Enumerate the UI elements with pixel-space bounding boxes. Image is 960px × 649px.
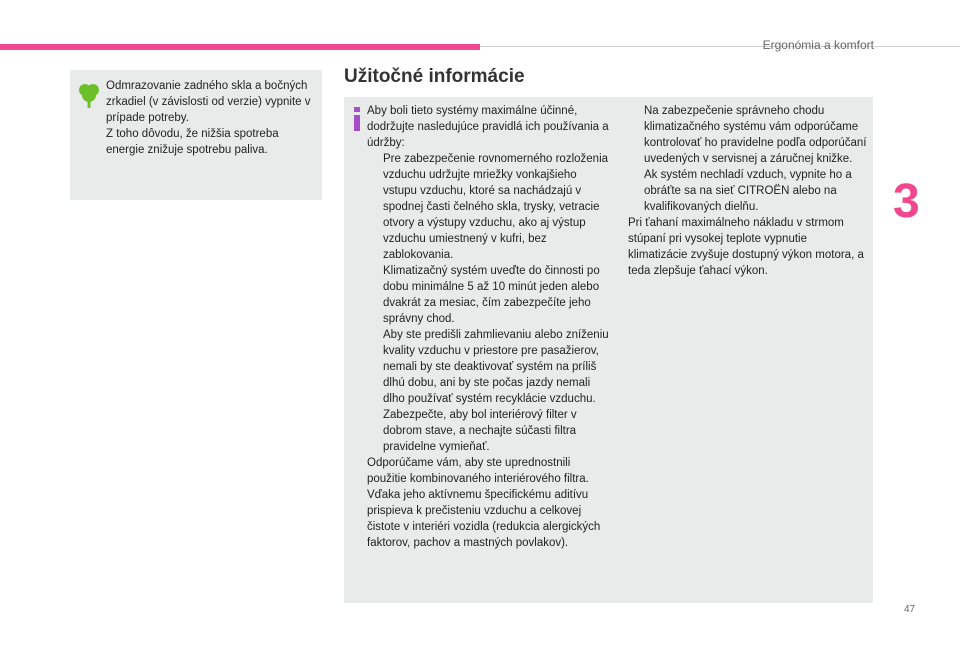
section-title: Užitočné informácie [344, 66, 525, 87]
list-item [628, 103, 868, 167]
list-item [367, 151, 613, 263]
list-item [367, 263, 613, 327]
header-accent-bar [0, 44, 480, 50]
leaf-icon [78, 82, 100, 108]
list-item-text: Klimatizačný systém uveďte do činnosti po dobu minimálne 5 až 10 minút jeden alebo dvakrát za mesiac, čím zabezpečíte jeho správny chod. [383, 265, 600, 325]
info-column-left [367, 103, 613, 551]
list-item [367, 327, 613, 407]
chapter-title: Ergonómia a komfort [762, 38, 874, 52]
list-item-text: Ak systém nechladí vzduch, vypnite ho a obráťte sa na sieť CITROËN alebo na kvalifikovaných dielňu. [644, 169, 852, 213]
eco-tip-box [70, 70, 322, 200]
info-paragraph: Pri ťahaní maximálneho nákladu v strmom stúpaní pri vysokej teplote vypnutie klimatizácie zvyšuje dostupný výkon motora, a teda zlepšuje ťahací výkon. [628, 217, 864, 277]
list-item-text: Aby ste predišli zahmlievaniu alebo zníženiu kvality vzduchu v priestore pre pasažierov, nemali by ste deaktivovať systém na príliš dlhú dobu, ani by ste počas jazdy nemali dlho používať systém recyklácie vzduchu. [383, 329, 609, 405]
info-column-right [628, 103, 868, 279]
page-number: 47 [904, 604, 916, 615]
chapter-number: 3 [893, 175, 920, 228]
eco-tip-line: Odmrazovanie zadného skla a bočných zrkadiel (v závislosti od verzie) vypnite v prípade potreby. [106, 80, 311, 124]
info-intro: Aby boli tieto systémy maximálne účinné, dodržujte nasledujúce pravidlá ich používania a údržby: [367, 105, 609, 149]
eco-tip-line: Z toho dôvodu, že nižšia spotreba energie znižuje spotrebu paliva. [106, 128, 279, 156]
info-icon [354, 107, 360, 131]
list-item-text: Zabezpečte, aby bol interiérový filter v dobrom stave, a nechajte súčasti filtra pravidelne vymieňať. [383, 409, 577, 453]
list-item [367, 407, 613, 455]
list-item-text: Pre zabezpečenie rovnomerného rozloženia vzduchu udržujte mriežky vonkajšieho vstupu vzduchu, ktoré sa nachádzajú v spodnej časti čelného skla, trysky, vetracie otvory a výstupy vzduchu, ako aj výstup vzduchu umiestnený v kufri, bez zablokovania. [383, 153, 609, 261]
list-item-text: Na zabezpečenie správneho chodu klimatizačného systému vám odporúčame kontrolovať ho pravidelne podľa odporúčaní uvedených v servisnej a záručnej knižke. [644, 105, 867, 165]
info-box [344, 97, 873, 603]
eco-tip-text [106, 78, 318, 158]
info-paragraph: Odporúčame vám, aby ste uprednostnili použitie kombinovaného interiérového filtra. Vďaka jeho aktívnemu špecifickému aditívu prispieva k prečisteniu vzduchu a celkovej čistote v interiéri vozidla (redukcia alergických faktorov, pachov a mastných povlakov). [367, 457, 601, 549]
list-item [628, 167, 868, 215]
header-rule [480, 46, 960, 47]
